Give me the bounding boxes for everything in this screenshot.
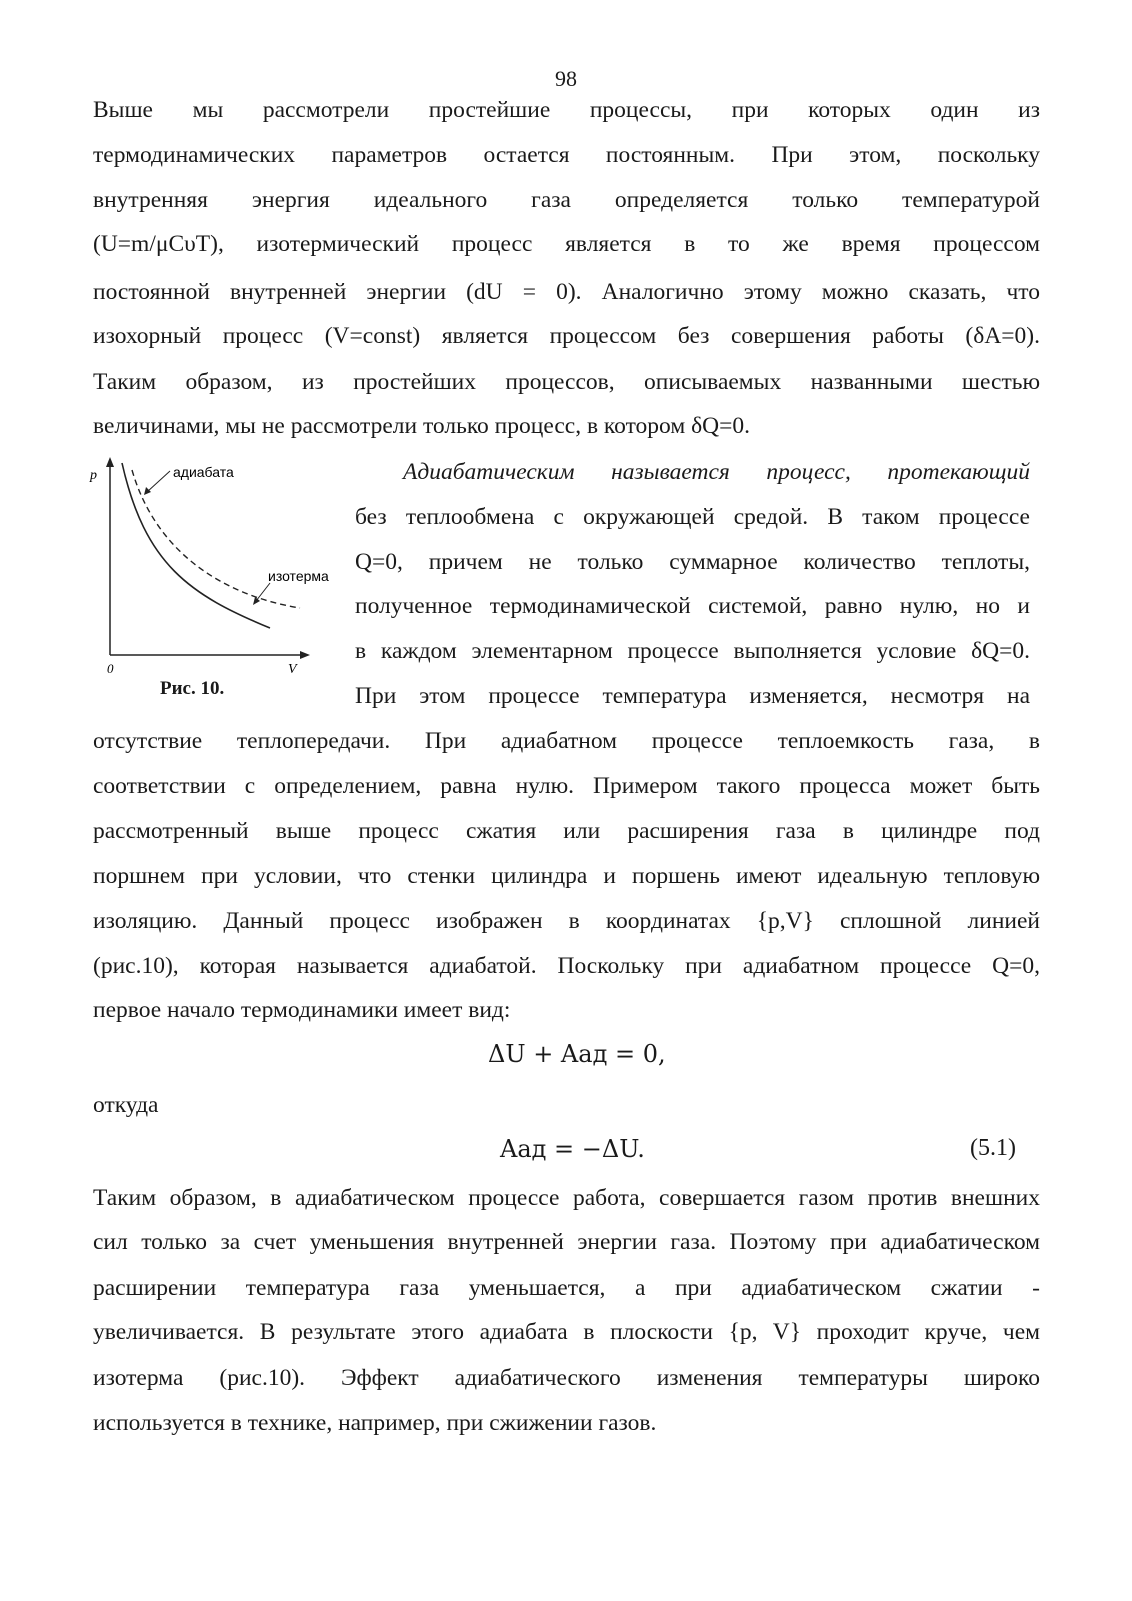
isotherm-pointer <box>256 583 270 601</box>
text-line: (U=m/μCυT), изотермический процесс является в то же время процессом <box>93 231 1040 257</box>
text-line: откуда <box>93 1092 159 1118</box>
text-line: (рис.10), которая называется адиабатой. Поскольку при адиабатном процессе Q=0, <box>93 953 1040 979</box>
text-line: поршнем при условии, что стенки цилиндра и поршень имеют идеальную тепловую <box>93 863 1040 889</box>
equation-number: (5.1) <box>970 1135 1016 1161</box>
text-line: Таким образом, в адиабатическом процессе работа, совершается газом против внешних <box>93 1185 1040 1211</box>
adiabat-pointer-arrow <box>144 487 151 495</box>
text-line: При этом процессе температура изменяется, несмотря на <box>355 683 1030 709</box>
text-line: изотерма (рис.10). Эффект адиабатического изменения температуры широко <box>93 1365 1040 1391</box>
text-line: внутренняя энергия идеального газа определяется только температурой <box>93 187 1040 213</box>
text-line: расширении температура газа уменьшается, а при адиабатическом сжатии - <box>93 1275 1040 1301</box>
adiabat-isotherm-diagram <box>80 455 340 705</box>
text-line: термодинамических параметров остается постоянным. При этом, поскольку <box>93 142 1040 168</box>
text-line: соответствии с определением, равна нулю. Примером такого процесса может быть <box>93 773 1040 799</box>
text-line: используется в технике, например, при сжижении газов. <box>93 1410 657 1436</box>
text-line: величинами, мы не рассмотрели только процесс, в котором δQ=0. <box>93 413 751 439</box>
text-line: Q=0, причем не только суммарное количество теплоты, <box>355 549 1030 575</box>
isotherm-label: изотерма <box>268 568 329 584</box>
adiabat-curve <box>122 463 270 628</box>
y-axis-arrow <box>106 457 114 467</box>
axis-y-label: p <box>90 468 97 483</box>
origin-label: 0 <box>107 661 114 676</box>
text-line: без теплообмена с окружающей средой. В таком процессе <box>355 504 1030 530</box>
page-number: 98 <box>555 66 577 91</box>
adiabat-label: адиабата <box>173 464 234 480</box>
definition-line: Адиабатическим называется процесс, протекающий <box>403 459 1030 485</box>
text-line: рассмотренный выше процесс сжатия или расширения газа в цилиндре под <box>93 818 1040 844</box>
text-line: полученное термодинамической системой, равно нулю, но и <box>355 593 1030 619</box>
text-line: сил только за счет уменьшения внутренней энергии газа. Поэтому при адиабатическом <box>93 1229 1040 1255</box>
axis-x-label: V <box>288 662 297 677</box>
text-line: Таким образом, из простейших процессов, описываемых названными шестью <box>93 369 1040 395</box>
text-line: изоляцию. Данный процесс изображен в координатах {p,V} сплошной линией <box>93 908 1040 934</box>
figure-10 <box>80 455 340 705</box>
text-line: Выше мы рассмотрели простейшие процессы, при которых один из <box>93 97 1040 123</box>
text-line: первое начало термодинамики имеет вид: <box>93 997 511 1023</box>
text-line: увеличивается. В результате этого адиабата в плоскости {p, V} проходит круче, чем <box>93 1319 1040 1345</box>
adiabat-pointer <box>147 471 170 492</box>
text-line: отсутствие теплопередачи. При адиабатном процессе теплоемкость газа, в <box>93 728 1040 754</box>
figure-caption: Рис. 10. <box>160 678 225 699</box>
text-line: в каждом элементарном процессе выполняется условие δQ=0. <box>355 638 1030 664</box>
equation-energy-balance: ΔU + Aад = 0, <box>488 1040 666 1068</box>
x-axis-arrow <box>300 651 310 659</box>
isotherm-curve <box>132 470 300 608</box>
equation-5-1: Aад = −ΔU. <box>500 1135 645 1163</box>
text-line: изохорный процесс (V=const) является процессом без совершения работы (δA=0). <box>93 323 1040 349</box>
text-line: постоянной внутренней энергии (dU = 0). Аналогично этому можно сказать, что <box>93 279 1040 305</box>
isotherm-pointer-arrow <box>253 597 260 605</box>
